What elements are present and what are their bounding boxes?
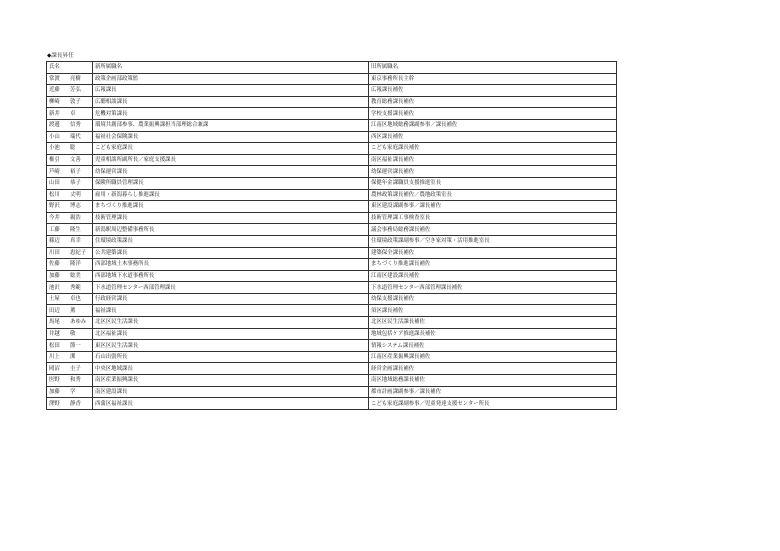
- name-cell: [47, 96, 93, 108]
- table-row: [47, 259, 617, 271]
- table-row: [47, 235, 617, 247]
- given-name: 薫: [70, 307, 76, 314]
- old-post-cell: 農林政策課長補佐／農地政策室長: [369, 189, 617, 201]
- old-post-cell: 南区地域総務課長補佐: [369, 375, 617, 387]
- person-name: [49, 259, 92, 269]
- given-name: 卓也: [70, 296, 81, 303]
- given-name: 潔: [70, 354, 76, 361]
- surname: 田辺: [49, 307, 60, 314]
- table-row: [47, 305, 617, 317]
- name-cell: [47, 201, 93, 213]
- given-name: 真幸: [70, 238, 81, 245]
- old-post-cell: 保健年金課職員支援推進室長: [369, 177, 617, 189]
- given-name: 恭子: [70, 180, 81, 187]
- new-post-cell: 幼保運営課長: [93, 166, 369, 178]
- new-post-cell: 行政経営課長: [93, 293, 369, 305]
- surname: 小山: [49, 133, 60, 140]
- name-cell: [47, 224, 93, 236]
- new-post-cell: 中央区地域課長: [93, 363, 369, 375]
- name-cell: [47, 212, 93, 224]
- person-name: [49, 190, 92, 200]
- table-row: [47, 96, 617, 108]
- new-post-cell: まちづくり推進課長: [93, 201, 369, 213]
- new-post-cell: 下水道管理センター西部管理課長: [93, 282, 369, 294]
- new-post-cell: 南区産業振興課長: [93, 375, 369, 387]
- old-post-cell: 地域包括ケア推進課長補佐: [369, 328, 617, 340]
- new-post-cell: 東区区民生活課長: [93, 340, 369, 352]
- header-new-post: 新所属職名: [93, 62, 369, 74]
- person-name: [49, 236, 92, 246]
- old-post-cell: 建築保全課長補佐: [369, 247, 617, 259]
- surname: 今井: [49, 215, 60, 222]
- table-row: [47, 154, 617, 166]
- surname: 山田: [49, 180, 60, 187]
- name-cell: [47, 270, 93, 282]
- table-header-row: [47, 62, 617, 74]
- old-post-cell: 広報課長補佐: [369, 85, 617, 97]
- surname: 澤野: [49, 400, 60, 407]
- new-post-cell: 西部地域土木事務所長: [93, 259, 369, 271]
- given-name: あゆみ: [70, 319, 87, 326]
- name-cell: [47, 259, 93, 271]
- surname: 松田: [49, 342, 60, 349]
- table-row: [47, 317, 617, 329]
- person-name: [49, 329, 92, 339]
- old-post-cell: 住環境政策課副参事／空き家対策・活用推進室長: [369, 235, 617, 247]
- name-cell: [47, 108, 93, 120]
- given-name: 隆洋: [70, 261, 81, 268]
- given-name: 静香: [70, 400, 81, 407]
- old-post-cell: 経営企画課長補佐: [369, 363, 617, 375]
- table-row: [47, 189, 617, 201]
- name-cell: [47, 351, 93, 363]
- table-row: [47, 270, 617, 282]
- person-name: [49, 387, 92, 397]
- new-post-cell: 広報課長: [93, 85, 369, 97]
- person-name: [49, 317, 92, 327]
- person-name: [49, 109, 92, 119]
- header-name: 氏名: [47, 62, 93, 74]
- name-cell: [47, 166, 93, 178]
- new-post-cell: 住環境政策課長: [93, 235, 369, 247]
- person-name: [49, 213, 92, 223]
- surname: 野沢: [49, 203, 60, 210]
- person-name: [49, 225, 92, 235]
- name-cell: [47, 398, 93, 410]
- surname: 渡邊: [49, 122, 60, 129]
- surname: 権引: [49, 157, 60, 164]
- given-name: 敦子: [70, 99, 81, 106]
- table-row: [47, 340, 617, 352]
- table-row: [47, 177, 617, 189]
- given-name: 総美: [70, 272, 81, 279]
- new-post-cell: 石山出張所長: [93, 351, 369, 363]
- given-name: 聡: [70, 145, 76, 152]
- table-row: [47, 119, 617, 131]
- old-post-cell: 北区区民生活課長補佐: [369, 317, 617, 329]
- surname: 近藤: [49, 87, 60, 94]
- new-post-cell: 保険所職員管理課長: [93, 177, 369, 189]
- surname: 川上: [49, 354, 60, 361]
- promotion-table: [46, 61, 617, 410]
- table-row: [47, 351, 617, 363]
- given-name: 親浩: [70, 215, 81, 222]
- person-name: [49, 85, 92, 95]
- given-name: 卓: [70, 110, 76, 117]
- name-cell: [47, 363, 93, 375]
- surname: 柳崎: [49, 99, 60, 106]
- table-row: [47, 375, 617, 387]
- person-name: [49, 364, 92, 374]
- given-name: 学: [70, 388, 76, 395]
- new-post-cell: 西蒲区福祉課長: [93, 398, 369, 410]
- old-post-cell: 江南区産業振興課長補佐: [369, 351, 617, 363]
- table-row: [47, 224, 617, 236]
- table-row: [47, 328, 617, 340]
- surname: 常渡: [49, 75, 60, 82]
- given-name: 和秀: [70, 377, 81, 384]
- table-row: [47, 293, 617, 305]
- person-name: [49, 352, 92, 362]
- surname: 医野: [49, 377, 60, 384]
- new-post-cell: 福祉課長: [93, 305, 369, 317]
- page-heading: ◆課長昇任: [47, 53, 74, 59]
- person-name: [49, 178, 92, 188]
- old-post-cell: 幼保運営課長補佐: [369, 166, 617, 178]
- given-name: 裕子: [70, 168, 81, 175]
- surname: 新井: [49, 110, 60, 117]
- given-name: 秀範: [70, 284, 81, 291]
- old-post-cell: こども家庭課長補佐: [369, 143, 617, 155]
- name-cell: [47, 282, 93, 294]
- new-post-cell: 広聴相談課長: [93, 96, 369, 108]
- person-name: [49, 399, 92, 409]
- given-name: 圭子: [70, 365, 81, 372]
- person-name: [49, 155, 92, 165]
- old-post-cell: 東京事務所長主幹: [369, 73, 617, 85]
- name-cell: [47, 328, 93, 340]
- old-post-cell: 須区課長補佐: [369, 305, 617, 317]
- person-name: [49, 120, 92, 130]
- new-post-cell: 北区福祉課長: [93, 328, 369, 340]
- name-cell: [47, 143, 93, 155]
- table-row: [47, 73, 617, 85]
- new-post-cell: 技術管理課長: [93, 212, 369, 224]
- header-old-post: 旧所属職名: [369, 62, 617, 74]
- table-row: [47, 85, 617, 97]
- table-row: [47, 143, 617, 155]
- name-cell: [47, 317, 93, 329]
- new-post-cell: 児童相談所副所長／家庭支援課長: [93, 154, 369, 166]
- given-name: 節一: [70, 342, 81, 349]
- given-name: 隆生: [70, 226, 81, 233]
- old-post-cell: 東区建設課副参事／課長補佐: [369, 201, 617, 213]
- surname: 加藤: [49, 388, 60, 395]
- old-post-cell: 技術管理課工事検査室長: [369, 212, 617, 224]
- person-name: [49, 341, 92, 351]
- old-post-cell: 都市計画課副参事／課長補佐: [369, 386, 617, 398]
- name-cell: [47, 340, 93, 352]
- person-name: [49, 271, 92, 281]
- table-row: [47, 386, 617, 398]
- new-post-cell: 北区区民生活課長: [93, 317, 369, 329]
- surname: 土屋: [49, 296, 60, 303]
- person-name: [49, 283, 92, 293]
- given-name: 博志: [70, 203, 81, 210]
- new-post-cell: 西部地域下水道事務所長: [93, 270, 369, 282]
- old-post-cell: 情報システム課長補佐: [369, 340, 617, 352]
- surname: 川田: [49, 249, 60, 256]
- table-row: [47, 398, 617, 410]
- old-post-cell: 江南区建設課長補佐: [369, 270, 617, 282]
- promotion-table-body: [47, 62, 617, 410]
- table-row: [47, 212, 617, 224]
- given-name: 芳弘: [70, 87, 81, 94]
- surname: 工藤: [49, 226, 60, 233]
- person-name: [49, 143, 92, 153]
- new-post-cell: こども家庭課長: [93, 143, 369, 155]
- old-post-cell: 議会事務局総務課長補佐: [369, 224, 617, 236]
- new-post-cell: 政策企画部政策監: [93, 73, 369, 85]
- person-name: [49, 74, 92, 84]
- old-post-cell: 幼保支援課長補佐: [369, 293, 617, 305]
- table-row: [47, 201, 617, 213]
- name-cell: [47, 235, 93, 247]
- surname: 加藤: [49, 272, 60, 279]
- given-name: 信秀: [70, 122, 81, 129]
- surname: 小池: [49, 145, 60, 152]
- old-post-cell: 教育総務課長補佐: [369, 96, 617, 108]
- name-cell: [47, 247, 93, 259]
- name-cell: [47, 85, 93, 97]
- given-name: 亮樹: [70, 75, 81, 82]
- person-name: [49, 201, 92, 211]
- table-row: [47, 282, 617, 294]
- name-cell: [47, 293, 93, 305]
- old-post-cell: 学校支援課長補佐: [369, 108, 617, 120]
- person-name: [49, 294, 92, 304]
- name-cell: [47, 154, 93, 166]
- name-cell: [47, 189, 93, 201]
- surname: 岡沼: [49, 365, 60, 372]
- old-post-cell: こども家庭課副参事／児童発達支援センター所長: [369, 398, 617, 410]
- new-post-cell: 福祉社会保険課長: [93, 131, 369, 143]
- new-post-cell: 南区建設課長: [93, 386, 369, 398]
- given-name: 恵紀子: [70, 249, 87, 256]
- person-name: [49, 132, 92, 142]
- given-name: 文善: [70, 157, 81, 164]
- surname: 馬尾: [49, 319, 60, 326]
- old-post-cell: 西区課長補佐: [369, 131, 617, 143]
- surname: 芦崎: [49, 168, 60, 175]
- given-name: 瑞代: [70, 133, 81, 140]
- old-post-cell: 南区福祉課長補佐: [369, 154, 617, 166]
- surname: 池沢: [49, 284, 60, 291]
- name-cell: [47, 305, 93, 317]
- name-cell: [47, 73, 93, 85]
- name-cell: [47, 131, 93, 143]
- name-cell: [47, 119, 93, 131]
- name-cell: [47, 177, 93, 189]
- surname: 井越: [49, 330, 60, 337]
- new-post-cell: 環境共創部参事、農業振興課担当部理総合兼課: [93, 119, 369, 131]
- name-cell: [47, 386, 93, 398]
- surname: 佐藤: [49, 261, 60, 268]
- table-row: [47, 108, 617, 120]
- new-post-cell: 危機対策課長: [93, 108, 369, 120]
- new-post-cell: 雇用・新潟暮らし推進課長: [93, 189, 369, 201]
- person-name: [49, 248, 92, 258]
- table-row: [47, 363, 617, 375]
- person-name: [49, 306, 92, 316]
- new-post-cell: 公共建築課長: [93, 247, 369, 259]
- new-post-cell: 新潟駅周辺整備事務所長: [93, 224, 369, 236]
- person-name: [49, 375, 92, 385]
- table-row: [47, 166, 617, 178]
- table-row: [47, 247, 617, 259]
- old-post-cell: 江南区地域総務課副参事／課長補佐: [369, 119, 617, 131]
- surname: 篠辺: [49, 238, 60, 245]
- old-post-cell: 下水道管理センター西部管理課長補佐: [369, 282, 617, 294]
- person-name: [49, 97, 92, 107]
- name-cell: [47, 375, 93, 387]
- person-name: [49, 167, 92, 177]
- surname: 松川: [49, 191, 60, 198]
- given-name: 敬: [70, 330, 76, 337]
- old-post-cell: まちづくり推進課長補佐: [369, 259, 617, 271]
- given-name: 丈明: [70, 191, 81, 198]
- table-row: [47, 131, 617, 143]
